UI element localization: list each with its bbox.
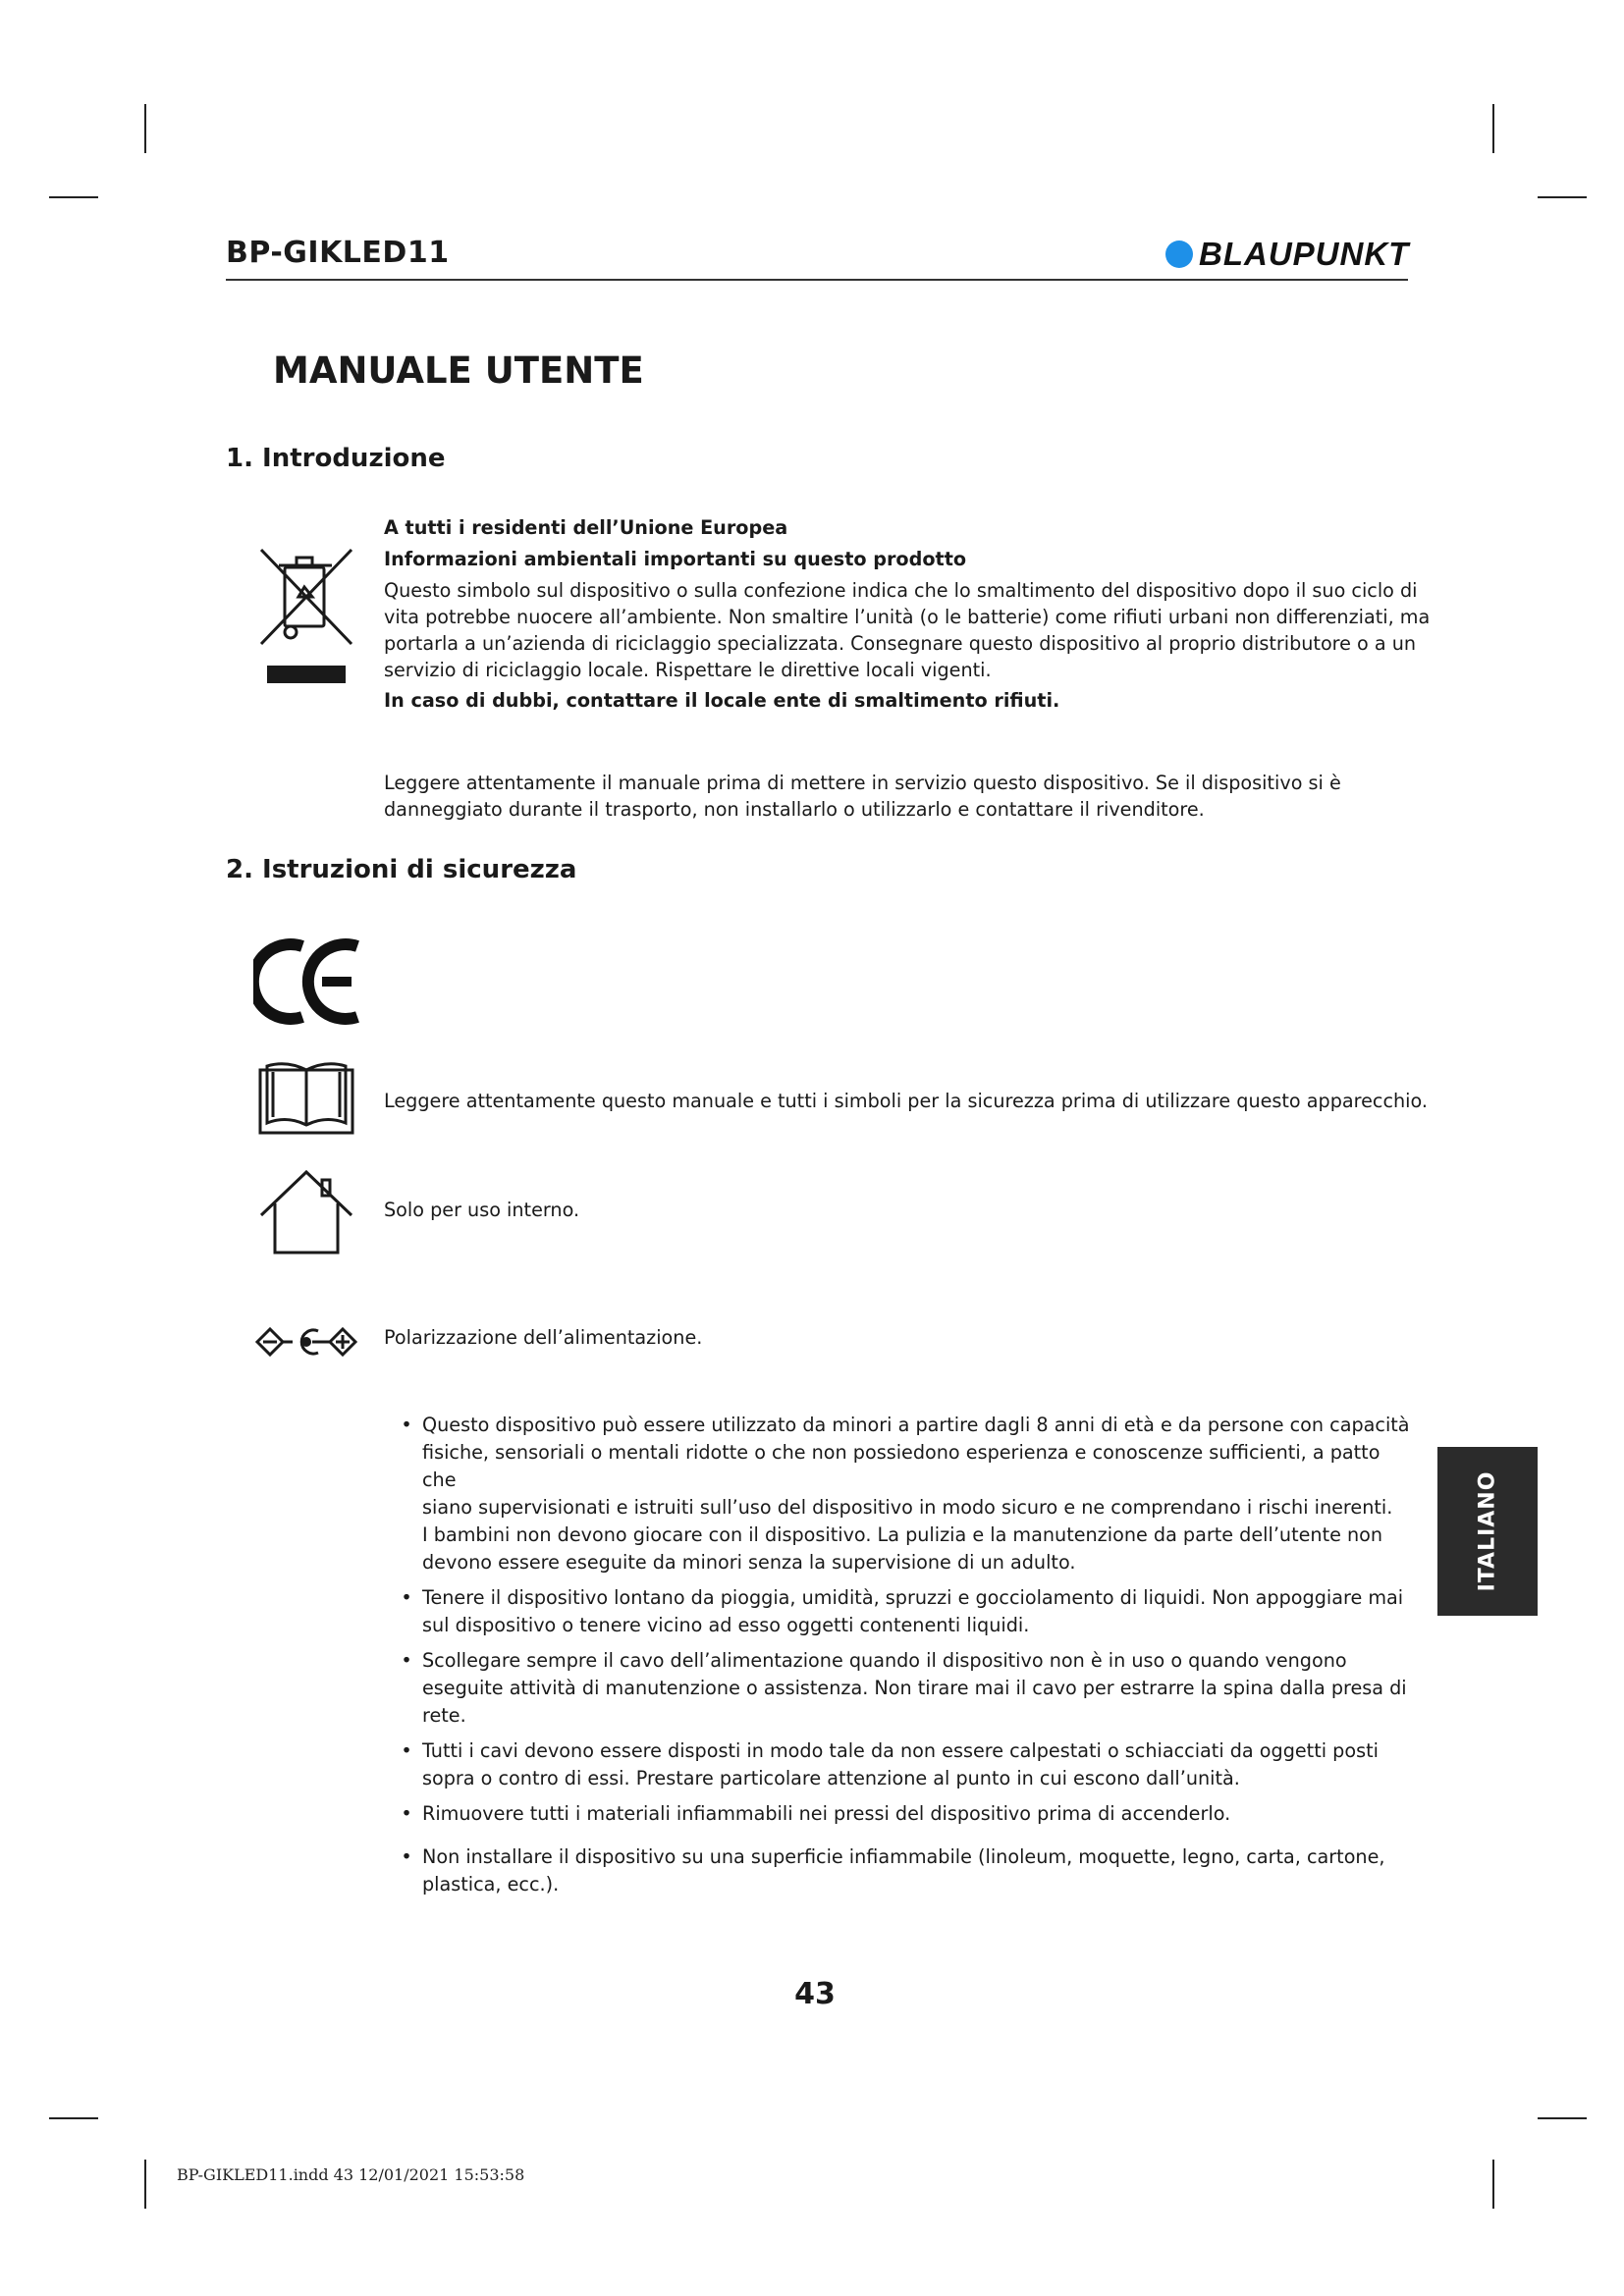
- model-name: BP-GIKLED11: [226, 236, 450, 270]
- bullet-char: •: [401, 1649, 412, 1672]
- bullet-line: eseguite attività di manutenzione o assistenza. Non tirare mai il cavo per estrarre la spina dalla presa di: [422, 1677, 1407, 1699]
- bullet-line: sopra o contro di essi. Prestare particolare attenzione al punto in cui escono dall’unità.: [422, 1767, 1240, 1789]
- weee-paragraph-line: vita potrebbe nuocere all’ambiente. Non smaltire l’unità (o le batterie) come rifiuti urbani non differenziati, ma: [384, 606, 1431, 628]
- bullet-char: •: [401, 1414, 412, 1436]
- crop-mark: [144, 2160, 146, 2209]
- language-tab: [1437, 1447, 1538, 1616]
- language-tab-label: ITALIANO: [1475, 1470, 1500, 1592]
- list-item: [391, 1843, 1412, 1898]
- list-item: [391, 1412, 1412, 1576]
- bullet-line: devono essere eseguite da minori senza la supervisione di un adulto.: [422, 1551, 1076, 1574]
- crop-mark: [144, 104, 146, 153]
- bullet-line: Tutti i cavi devono essere disposti in modo tale da non essere calpestati o schiacciati da oggetti posti: [422, 1739, 1379, 1762]
- bullet-line: sul dispositivo o tenere vicino ad esso oggetti contenenti liquidi.: [422, 1614, 1030, 1636]
- page-number: 43: [794, 1977, 836, 2011]
- weee-crossed-bin-icon: [257, 544, 355, 687]
- print-footer: BP-GIKLED11.indd 43 12/01/2021 15:53:58: [177, 2165, 525, 2184]
- header-rule: [226, 279, 1408, 281]
- bullet-line: Rimuovere tutti i materiali infiammabili nei pressi del dispositivo prima di accenderlo.: [422, 1802, 1231, 1825]
- bullet-line: Questo dispositivo può essere utilizzato da minori a partire dagli 8 anni di età e da persone con capacità: [422, 1414, 1410, 1436]
- section-title-sicurezza: 2. Istruzioni di sicurezza: [226, 855, 577, 884]
- list-item: [391, 1800, 1412, 1828]
- crop-mark: [1492, 2160, 1494, 2209]
- bullet-char: •: [401, 1802, 412, 1825]
- book-icon: [257, 1058, 355, 1137]
- weee-paragraph-line: Questo simbolo sul dispositivo o sulla confezione indica che lo smaltimento del dispositivo dopo il suo ciclo di: [384, 579, 1418, 602]
- list-item: [391, 1584, 1412, 1639]
- weee-paragraph-line: portarla a un’azienda di riciclaggio specializzata. Consegnare questo dispositivo al proprio distributore o a un: [384, 632, 1417, 655]
- crop-mark: [1538, 196, 1587, 198]
- disposal-note: In caso di dubbi, contattare il locale ente di smaltimento rifiuti.: [384, 689, 1060, 712]
- indoor-use-text: Solo per uso interno.: [384, 1199, 580, 1221]
- bullet-line: rete.: [422, 1704, 466, 1727]
- polarity-text: Polarizzazione dell’alimentazione.: [384, 1326, 703, 1349]
- bullet-line: Scollegare sempre il cavo dell’alimentazione quando il dispositivo non è in uso o quando vengono: [422, 1649, 1347, 1672]
- bullet-line: Tenere il dispositivo lontano da pioggia, umidità, spruzzi e gocciolamento di liquidi. Non appoggiare mai: [422, 1586, 1404, 1609]
- bullet-char: •: [401, 1586, 412, 1609]
- polarity-icon: [253, 1325, 359, 1359]
- bullet-line: Non installare il dispositivo su una superficie infiammabile (linoleum, moquette, legno, carta, cartone,: [422, 1845, 1385, 1868]
- eu-residents-heading: A tutti i residenti dell’Unione Europea: [384, 516, 788, 539]
- ce-mark-icon: [253, 934, 363, 1029]
- crop-mark: [1492, 104, 1494, 153]
- bullet-line: siano supervisionati e istruiti sull’uso del dispositivo in modo sicuro e ne comprendano i rischi inerenti.: [422, 1496, 1393, 1519]
- bullet-char: •: [401, 1739, 412, 1762]
- page-title: MANUALE UTENTE: [273, 349, 644, 392]
- read-manual-line: Leggere attentamente il manuale prima di mettere in servizio questo dispositivo. Se il dispositivo si è: [384, 772, 1341, 794]
- bullet-line: I bambini non devono giocare con il dispositivo. La pulizia e la manutenzione da parte dell’utente non: [422, 1523, 1383, 1546]
- crop-mark: [49, 196, 98, 198]
- safety-bullet-list: [391, 1412, 1412, 1906]
- bullet-char: •: [401, 1845, 412, 1868]
- brand-dot-icon: [1165, 240, 1193, 268]
- house-icon: [257, 1166, 355, 1256]
- book-symbol-text: Leggere attentamente questo manuale e tutti i simboli per la sicurezza prima di utilizzare questo apparecchio.: [384, 1090, 1429, 1112]
- crop-mark: [49, 2117, 98, 2119]
- section-title-introduzione: 1. Introduzione: [226, 444, 446, 473]
- bullet-line: plastica, ecc.).: [422, 1873, 560, 1896]
- env-info-heading: Informazioni ambientali importanti su questo prodotto: [384, 548, 967, 570]
- brand-logo: [1165, 236, 1409, 273]
- list-item: [391, 1647, 1412, 1730]
- read-manual-line: danneggiato durante il trasporto, non installarlo o utilizzarlo e contattare il rivenditore.: [384, 798, 1205, 821]
- crop-mark: [1538, 2117, 1587, 2119]
- weee-paragraph-line: servizio di riciclaggio locale. Rispettare le direttive locali vigenti.: [384, 659, 992, 681]
- brand-name: BLAUPUNKT: [1199, 236, 1410, 272]
- list-item: [391, 1737, 1412, 1792]
- bullet-line: fisiche, sensoriali o mentali ridotte o che non possiedono esperienza e conoscenze sufficienti, a patto che: [422, 1441, 1380, 1491]
